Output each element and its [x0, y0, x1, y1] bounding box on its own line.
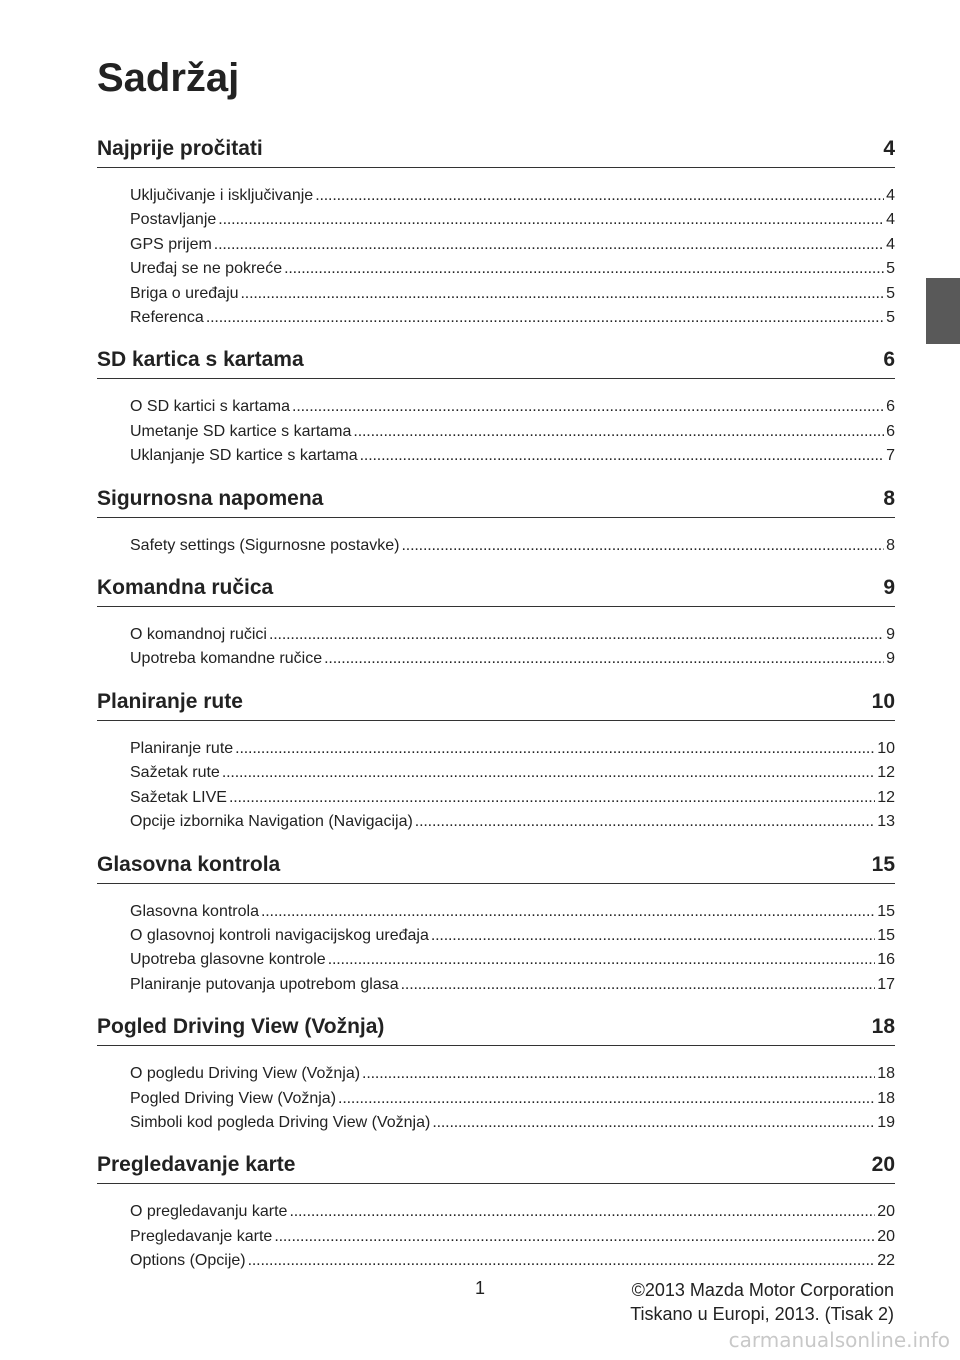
section-heading-label: Komandna ručica — [97, 576, 274, 600]
dot-leader — [324, 647, 884, 671]
dot-leader — [315, 184, 884, 208]
entry-label: O pregledavanju karte — [130, 1203, 288, 1221]
dot-leader — [401, 973, 876, 997]
entry-page: 18 — [877, 1065, 895, 1083]
toc-section — [97, 347, 895, 485]
section-heading-page: 20 — [871, 1153, 895, 1177]
entry-label: Referenca — [130, 309, 204, 327]
section-heading-page: 9 — [883, 576, 895, 600]
dot-leader — [269, 623, 884, 647]
entry-label: Planiranje putovanja upotrebom glasa — [130, 975, 399, 993]
entry-page: 22 — [877, 1252, 895, 1270]
section-heading[interactable] — [97, 1152, 895, 1184]
entry-page: 17 — [877, 975, 895, 993]
section-heading-page: 18 — [871, 1015, 895, 1039]
dot-leader — [218, 208, 884, 232]
entry-page: 6 — [886, 422, 895, 440]
dot-leader — [362, 1062, 875, 1086]
toc-entry[interactable] — [130, 420, 895, 444]
copyright-text: ©2013 Mazda Motor Corporation — [631, 1280, 894, 1300]
dot-leader — [241, 282, 885, 306]
toc-entry[interactable] — [130, 233, 895, 257]
dot-leader — [274, 1225, 875, 1249]
entry-page: 16 — [877, 951, 895, 969]
toc-entry[interactable] — [130, 534, 895, 558]
toc-entry[interactable] — [130, 395, 895, 419]
section-heading-label: Sigurnosna napomena — [97, 486, 324, 510]
dot-leader — [214, 233, 884, 257]
entry-page: 7 — [886, 447, 895, 465]
toc-entry[interactable] — [130, 623, 895, 647]
printed-text: Tiskano u Europi, 2013. (Tisak 2) — [630, 1304, 894, 1324]
entry-list — [97, 884, 895, 1015]
toc-entry[interactable] — [130, 184, 895, 208]
entry-page: 10 — [877, 739, 895, 757]
dot-leader — [432, 1111, 875, 1135]
entry-label: O pogledu Driving View (Vožnja) — [130, 1065, 361, 1083]
dot-leader — [292, 395, 884, 419]
entry-label: Postavljanje — [130, 211, 217, 229]
entry-label: Umetanje SD kartice s kartama — [130, 422, 352, 440]
entry-label: Options (Opcije) — [130, 1252, 246, 1270]
toc-entry[interactable] — [130, 647, 895, 671]
entry-page: 13 — [877, 813, 895, 831]
entry-label: Upotreba komandne ručice — [130, 650, 323, 668]
entry-page: 4 — [886, 187, 895, 204]
entry-label: GPS prijem — [130, 235, 212, 253]
dot-leader — [289, 1200, 875, 1224]
entry-page: 5 — [886, 309, 895, 327]
toc-entry[interactable] — [130, 900, 895, 924]
dot-leader — [415, 810, 875, 834]
section-heading-label: Pogled Driving View (Vožnja) — [97, 1015, 385, 1039]
entry-page: 8 — [886, 536, 895, 554]
entry-label: Pregledavanje karte — [130, 1227, 273, 1245]
toc-section — [97, 852, 895, 1015]
section-heading[interactable] — [97, 1014, 895, 1046]
dot-leader — [338, 1087, 875, 1111]
entry-label: Sažetak rute — [130, 764, 220, 782]
dot-leader — [353, 420, 884, 444]
entry-page: 5 — [886, 284, 895, 302]
section-heading-label: Glasovna kontrola — [97, 852, 281, 876]
toc-entry[interactable] — [130, 761, 895, 785]
section-heading-label: SD kartica s kartama — [97, 348, 304, 372]
toc-section — [97, 486, 895, 575]
entry-label: Pogled Driving View (Vožnja) — [130, 1089, 337, 1107]
section-heading[interactable] — [97, 689, 895, 721]
section-heading-label: Pregledavanje karte — [97, 1153, 296, 1177]
toc-entry[interactable] — [130, 1249, 895, 1273]
dot-leader — [328, 948, 876, 972]
entry-page: 19 — [877, 1113, 895, 1131]
chapter-tab-marker — [926, 278, 960, 344]
entry-label: Simboli kod pogleda Driving View (Vožnja) — [130, 1113, 431, 1131]
entry-label: Glasovna kontrola — [130, 902, 259, 920]
table-of-contents — [97, 136, 895, 1291]
entry-label: Uklanjanje SD kartice s kartama — [130, 447, 358, 465]
entry-list — [97, 721, 895, 852]
footer-info — [630, 1278, 894, 1326]
entry-label: Upotreba glasovne kontrole — [130, 951, 326, 969]
section-heading[interactable] — [97, 575, 895, 607]
entry-label: Briga o uređaju — [130, 284, 239, 302]
entry-list — [97, 168, 895, 347]
entry-label: Opcije izbornika Navigation (Navigacija) — [130, 813, 413, 831]
entry-list — [97, 518, 895, 575]
toc-section — [97, 1014, 895, 1152]
entry-label: O komandnoj ručici — [130, 626, 267, 644]
toc-entry[interactable] — [130, 282, 895, 306]
entry-list — [97, 1046, 895, 1152]
section-heading[interactable] — [97, 852, 895, 884]
entry-list — [97, 607, 895, 689]
section-heading[interactable] — [97, 347, 895, 379]
entry-label: Uključivanje i isključivanje — [130, 187, 314, 204]
dot-leader — [229, 786, 875, 810]
entry-page: 20 — [877, 1203, 895, 1221]
dot-leader — [431, 924, 875, 948]
entry-page: 12 — [877, 788, 895, 806]
page-title: Sadržaj — [97, 56, 240, 100]
section-heading-page: 4 — [883, 137, 895, 160]
entry-page: 4 — [886, 235, 895, 253]
toc-entry[interactable] — [130, 444, 895, 468]
toc-entry[interactable] — [130, 1200, 895, 1224]
toc-entry[interactable] — [130, 257, 895, 281]
entry-label: Safety settings (Sigurnosne postavke) — [130, 536, 400, 554]
watermark: carmanualsonline.info — [728, 1328, 950, 1352]
dot-leader — [360, 444, 884, 468]
toc-entry[interactable] — [130, 810, 895, 834]
dot-leader — [261, 900, 875, 924]
toc-entry[interactable] — [130, 786, 895, 810]
toc-entry[interactable] — [130, 1225, 895, 1249]
entry-label: Sažetak LIVE — [130, 788, 227, 806]
toc-section — [97, 575, 895, 689]
entry-label: Uređaj se ne pokreće — [130, 260, 283, 278]
entry-label: Planiranje rute — [130, 739, 234, 757]
toc-entry[interactable] — [130, 737, 895, 761]
section-heading-page: 8 — [883, 486, 895, 510]
dot-leader — [401, 534, 884, 558]
toc-entry[interactable] — [130, 1087, 895, 1111]
toc-entry[interactable] — [130, 973, 895, 997]
dot-leader — [206, 306, 884, 330]
section-heading-label: Planiranje rute — [97, 689, 243, 713]
toc-entry[interactable] — [130, 208, 895, 232]
toc-section — [97, 689, 895, 852]
entry-page: 12 — [877, 764, 895, 782]
entry-page: 15 — [877, 902, 895, 920]
toc-entry[interactable] — [130, 948, 895, 972]
toc-section — [97, 136, 895, 347]
entry-page: 9 — [886, 626, 895, 644]
section-heading-page: 6 — [883, 348, 895, 372]
toc-entry[interactable] — [130, 1062, 895, 1086]
entry-list — [97, 379, 895, 485]
dot-leader — [235, 737, 875, 761]
entry-page: 5 — [886, 260, 895, 278]
entry-page: 6 — [886, 398, 895, 416]
toc-entry[interactable] — [130, 924, 895, 948]
dot-leader — [222, 761, 875, 785]
entry-label: O SD kartici s kartama — [130, 398, 291, 416]
section-heading-label: Najprije pročitati — [97, 137, 263, 160]
entry-list — [97, 1184, 895, 1290]
toc-section — [97, 1152, 895, 1290]
section-heading-page: 15 — [871, 852, 895, 876]
page-number: 1 — [474, 1278, 485, 1298]
dot-leader — [248, 1249, 876, 1273]
section-heading[interactable] — [97, 486, 895, 518]
entry-page: 18 — [877, 1089, 895, 1107]
entry-label: O glasovnoj kontroli navigacijskog uređaja — [130, 926, 429, 944]
section-heading-page: 10 — [871, 689, 895, 713]
toc-entry[interactable] — [130, 306, 895, 330]
entry-page: 9 — [886, 650, 895, 668]
entry-page: 20 — [877, 1227, 895, 1245]
entry-page: 15 — [877, 926, 895, 944]
entry-page: 4 — [886, 211, 895, 229]
toc-entry[interactable] — [130, 1111, 895, 1135]
section-heading[interactable] — [97, 136, 895, 168]
dot-leader — [284, 257, 884, 281]
